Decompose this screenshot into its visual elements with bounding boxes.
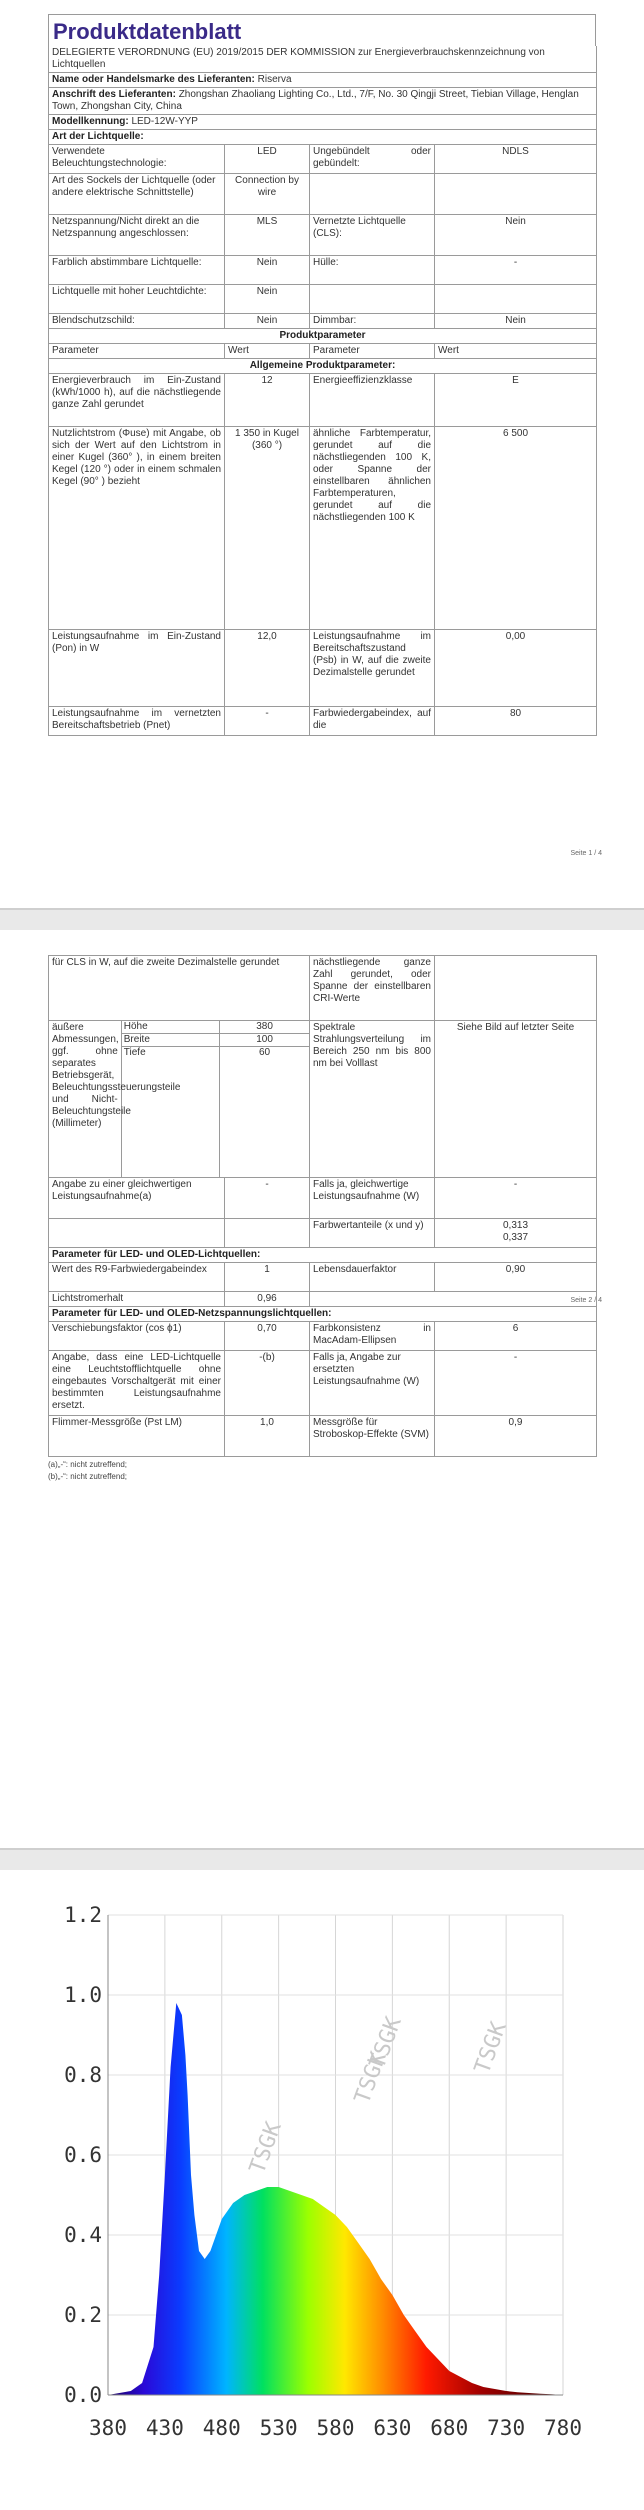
row-label: Falls ja, Angabe zur ersetzten Leistungsaufnahme (W) (310, 1351, 435, 1416)
row-label: Farblich abstimmbare Lichtquelle: (49, 256, 225, 285)
datasheet-table-continued (48, 955, 597, 1457)
spectral-label: Spektrale Strahlungsverteilung im Bereich 250 nm bis 800 nm bei Volllast (310, 1021, 435, 1178)
row-label: nächstliegende ganze Zahl gerundet, oder Spanne der einstellbaren CRI-Werte (310, 956, 435, 1021)
spectrum-svg (48, 1905, 603, 2485)
row-value: - (435, 1178, 597, 1219)
y-tick-label: 0.4 (64, 2223, 102, 2247)
row-value (435, 174, 597, 215)
footnote-b: (b)„-“: nicht zutreffend; (48, 1472, 127, 1481)
model-id: LED-12W-YYP (131, 116, 198, 127)
datasheet-table (48, 46, 597, 736)
row-label (310, 285, 435, 314)
row-value: -(b) (225, 1351, 310, 1416)
regulation-text: DELEGIERTE VERORDNUNG (EU) 2019/2015 DER KOMMISSION zur Energieverbrauchskennzeichnung von Lichtquellen (49, 46, 597, 73)
watermark-text: TSGK (365, 2013, 407, 2073)
row-label: Flimmer-Messgröße (Pst LM) (49, 1416, 225, 1457)
row-label: Wert des R9-Farbwiedergabeindex (49, 1263, 225, 1292)
table-row (49, 145, 597, 174)
y-tick-label: 0.8 (64, 2063, 102, 2087)
row-label: Vernetzte Lichtquelle (CLS): (310, 215, 435, 256)
row-label: Farbwiedergabeindex, auf die (310, 707, 435, 736)
row-value: - (435, 256, 597, 285)
product-params-header: Produktparameter (49, 329, 597, 344)
table-row (49, 1416, 597, 1457)
dimension-name: Tiefe (121, 1047, 219, 1178)
column-header: Wert (435, 344, 597, 359)
row-label: Art des Sockels der Lichtquelle (oder andere elektrische Schnittstelle) (49, 174, 225, 215)
supplier-address-row (49, 88, 597, 115)
x-tick-label: 780 (544, 2416, 582, 2440)
dimension-value: 380 (220, 1021, 309, 1034)
row-value: Nein (225, 256, 310, 285)
table-row (49, 1322, 597, 1351)
row-label: Blendschutzschild: (49, 314, 225, 329)
column-header: Parameter (49, 344, 225, 359)
footnotes (48, 1457, 596, 1483)
row-label: Leistungsaufnahme im Bereitschaftszustand (Psb) in W, auf die zweite Dezimalstelle gerundet (310, 630, 435, 707)
datasheet-page-2 (48, 955, 602, 1805)
page-number: Seite 2 / 4 (570, 1297, 602, 1304)
y-tick-label: 0.6 (64, 2143, 102, 2167)
row-value: Nein (435, 314, 597, 329)
dimension-name: Breite (121, 1034, 219, 1047)
dimension-name: Höhe (121, 1021, 219, 1034)
table-row (49, 285, 597, 314)
row-value: 6 (435, 1322, 597, 1351)
row-value: 12,0 (225, 630, 310, 707)
watermarks (245, 2013, 512, 2177)
dimensions-table (49, 1021, 309, 1177)
row-value: 0,00 (435, 630, 597, 707)
table-row (49, 374, 597, 427)
x-tick-label: 730 (487, 2416, 526, 2440)
row-label: für CLS in W, auf die zweite Dezimalstelle gerundet (49, 956, 310, 1021)
row-label: Energieverbrauch im Ein-Zustand (kWh/1000 h), auf die nächstliegende ganze Zahl gerundet (49, 374, 225, 427)
dimensions-row (49, 1021, 597, 1178)
y-ticks (64, 1905, 102, 2407)
row-label: ähnliche Farbtemperatur, gerundet auf die nächstliegenden 100 K, oder Spanne der einstellbaren ähnlichen Farbtemperaturen, gerundet auf die nächstliegenden 100 K (310, 427, 435, 630)
watermark-text: TSGK (245, 2118, 287, 2178)
dimension-value: 100 (220, 1034, 309, 1047)
row-label: Falls ja, gleichwertige Leistungsaufnahme (W) (310, 1178, 435, 1219)
table-row (49, 956, 597, 1021)
model-label: Modellkennung: (52, 116, 129, 127)
row-value: 0,70 (225, 1322, 310, 1351)
row-label: Lichtstromerhalt (49, 1292, 225, 1307)
spectral-distribution-chart (48, 1905, 603, 2485)
row-value: 1 (225, 1263, 310, 1292)
row-label: Angabe, dass eine LED-Lichtquelle eine Leuchtstofflichtquelle ohne eingebautes Vorschaltgerät mit einer bestimmten Leistungsaufnahme ersetzt. (49, 1351, 225, 1416)
mains-params-header: Parameter für LED- und OLED-Netzspannungslichtquellen: (49, 1307, 597, 1322)
row-label: Energieeffizienzklasse (310, 374, 435, 427)
chromaticity-y: 0,337 (502, 1232, 529, 1243)
row-label: Leistungsaufnahme im Ein-Zustand (Pon) in W (49, 630, 225, 707)
row-value: - (225, 707, 310, 736)
supplier-trademark: Riserva (257, 74, 292, 85)
row-label (310, 174, 435, 215)
row-value: E (435, 374, 597, 427)
x-tick-label: 430 (145, 2416, 184, 2440)
x-tick-label: 580 (316, 2416, 355, 2440)
supplier-address-label: Anschrift des Lieferanten: (52, 89, 176, 100)
dimension-value: 60 (220, 1047, 309, 1178)
page-separator (0, 908, 644, 930)
row-label: Nutzlichtstrom (Φuse) mit Angabe, ob sich der Wert auf den Lichtstrom in einer Kugel (360° ), in einem breiten Kegel (120 °) oder in einem schmalen Kegel (90° ) bezieht (49, 427, 225, 630)
row-value: 12 (225, 374, 310, 427)
supplier-trademark-label: Name oder Handelsmarke des Lieferanten: (52, 74, 255, 85)
supplier-trademark-row (49, 73, 597, 88)
table-row (49, 1351, 597, 1416)
table-row (49, 1178, 597, 1219)
chromaticity-x: 0,313 (502, 1220, 529, 1231)
row-label: Leistungsaufnahme im vernetzten Bereitschaftsbetrieb (Pnet) (49, 707, 225, 736)
page-number: Seite 1 / 4 (570, 850, 602, 857)
table-row (49, 1219, 597, 1248)
table-row (49, 1263, 597, 1292)
row-value: Connection by wire (225, 174, 310, 215)
x-tick-label: 380 (89, 2416, 127, 2440)
footnote-a: (a)„-“: nicht zutreffend; (48, 1460, 127, 1469)
y-tick-label: 0.2 (64, 2303, 102, 2327)
row-value: 1 350 in Kugel (360 °) (225, 427, 310, 630)
row-label: Hülle: (310, 256, 435, 285)
x-tick-label: 480 (202, 2416, 241, 2440)
table-row (49, 174, 597, 215)
row-value: - (225, 1178, 310, 1219)
datasheet-page-1 (48, 14, 602, 864)
row-value: Nein (225, 285, 310, 314)
row-value: NDLS (435, 145, 597, 174)
watermark-text: TSGK (470, 2018, 512, 2078)
row-label: Dimmbar: (310, 314, 435, 329)
table-row (49, 630, 597, 707)
row-label: Messgröße für Stroboskop-Effekte (SVM) (310, 1416, 435, 1457)
lamp-type-header: Art der Lichtquelle: (49, 130, 597, 145)
row-label: Ungebündelt oder gebündelt: (310, 145, 435, 174)
model-row (49, 115, 597, 130)
dimensions-label: äußere Abmessungen, ggf. ohne separates Betriebsgerät, Beleuchtungssteuerungsteile und Nicht-Beleuchtungsteile (Millimeter) (52, 1022, 181, 1129)
led-params-header: Parameter für LED- und OLED-Lichtquellen: (49, 1248, 597, 1263)
table-row (49, 314, 597, 329)
row-value: 6 500 (435, 427, 597, 630)
row-value: 0,90 (435, 1263, 597, 1292)
supplier-address: Zhongshan Zhaoliang Lighting Co., Ltd., 7/F, No. 30 Qingji Street, Tiebian Village, Henglan Town, Zhongshan City, China (52, 89, 579, 112)
watermark-text: TSGK (350, 2048, 392, 2108)
row-value: 1,0 (225, 1416, 310, 1457)
row-value: 0,9 (435, 1416, 597, 1457)
table-row (49, 1292, 597, 1307)
row-value: LED (225, 145, 310, 174)
row-value: - (435, 1351, 597, 1416)
table-row (49, 215, 597, 256)
row-label: Verschiebungsfaktor (cos ϕ1) (49, 1322, 225, 1351)
row-label: Verwendete Beleuchtungstechnologie: (49, 145, 225, 174)
spectral-value: Siehe Bild auf letzter Seite (435, 1021, 597, 1178)
row-value: Nein (225, 314, 310, 329)
row-label: Farbkonsistenz in MacAdam-Ellipsen (310, 1322, 435, 1351)
row-value: 0,96 (225, 1292, 310, 1307)
document-title: Produktdatenblatt (48, 14, 596, 46)
x-tick-label: 530 (259, 2416, 298, 2440)
row-value (435, 285, 597, 314)
row-label: Lebensdauerfaktor (310, 1263, 435, 1292)
column-header: Parameter (310, 344, 435, 359)
row-value: MLS (225, 215, 310, 256)
page-separator (0, 1848, 644, 1870)
row-value: 80 (435, 707, 597, 736)
y-tick-label: 1.0 (64, 1983, 102, 2007)
column-header: Wert (225, 344, 310, 359)
row-value: Nein (435, 215, 597, 256)
y-tick-label: 1.2 (64, 1905, 102, 1927)
row-label: Lichtquelle mit hoher Leuchtdichte: (49, 285, 225, 314)
table-row (49, 707, 597, 736)
x-tick-label: 680 (430, 2416, 469, 2440)
x-ticks (89, 2416, 582, 2440)
table-row (49, 427, 597, 630)
row-label: Farbwertanteile (x und y) (310, 1219, 435, 1248)
row-label: Netzspannung/Nicht direkt an die Netzspannung angeschlossen: (49, 215, 225, 256)
general-params-header: Allgemeine Produktparameter: (49, 359, 597, 374)
column-header-row (49, 344, 597, 359)
x-tick-label: 630 (373, 2416, 412, 2440)
table-row (49, 256, 597, 285)
y-tick-label: 0.0 (64, 2383, 102, 2407)
row-label: Angabe zu einer gleichwertigen Leistungsaufnahme(a) (49, 1178, 225, 1219)
